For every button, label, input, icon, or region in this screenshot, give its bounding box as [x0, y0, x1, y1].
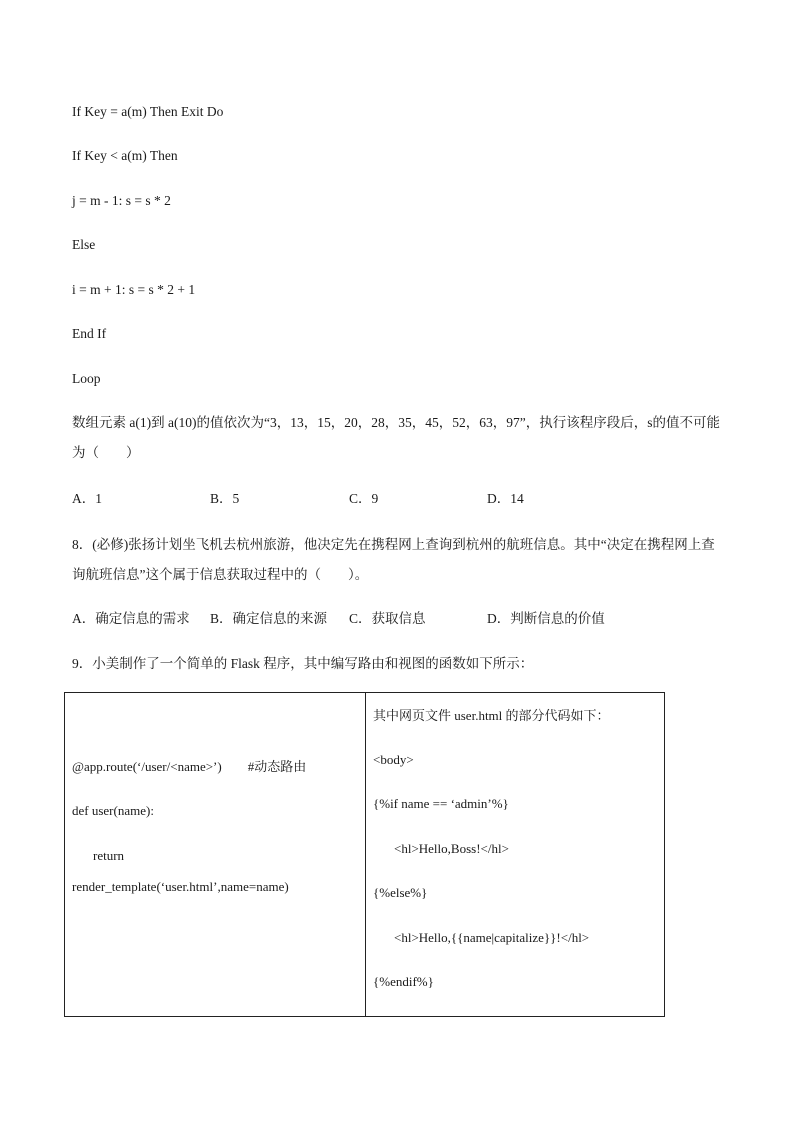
- code-line: {%if name == ‘admin’%}: [373, 796, 509, 811]
- html-template-cell: [366, 693, 665, 1017]
- code-table: [64, 692, 665, 1017]
- code-line: j = m - 1: s = s * 2: [72, 193, 171, 208]
- code-line: render_template(‘user.html’,name=name): [72, 879, 289, 894]
- question-7-option-d: D．14: [487, 491, 524, 506]
- question-8-option-d: D．判断信息的价值: [487, 611, 605, 626]
- code-line: {%else%}: [373, 885, 428, 900]
- code-line: <body>: [373, 752, 414, 767]
- flask-route-cell: [65, 693, 366, 1017]
- question-8-option-b: B．确定信息的来源: [210, 611, 328, 626]
- question-7-option-b: B．5: [210, 491, 240, 506]
- question-7-text: 数组元素 a(1)到 a(10)的值依次为“3，13，15，20，28，35，45，52，63，97”，执行该程序段后，s的值不可能为（ ）: [72, 415, 720, 460]
- code-line: If Key = a(m) Then Exit Do: [72, 104, 224, 119]
- question-7-option-a: A．1: [72, 491, 102, 506]
- code-line: {%endif%}: [373, 974, 434, 989]
- code-line: 其中网页文件 user.html 的部分代码如下：: [373, 708, 610, 723]
- code-line: If Key < a(m) Then: [72, 148, 178, 163]
- code-line: <hl>Hello,{{name|capitalize}}!</hl>: [394, 930, 590, 945]
- code-line: i = m + 1: s = s * 2 + 1: [72, 282, 196, 297]
- question-8-option-a: A．确定信息的需求: [72, 611, 190, 626]
- question-8-option-c: C．获取信息: [349, 611, 426, 626]
- code-line: End If: [72, 326, 107, 341]
- question-8-text: 8．(必修)张扬计划坐飞机去杭州旅游，他决定先在携程网上查询到杭州的航班信息。其中“决定在携程网上查询航班信息”这个属于信息获取过程中的（ ）。: [72, 537, 715, 582]
- code-line: return: [93, 848, 125, 863]
- code-line: <hl>Hello,Boss!</hl>: [394, 841, 509, 856]
- code-line: @app.route(‘/user/<name>’) #动态路由: [72, 759, 307, 774]
- question-7-option-c: C．9: [349, 491, 379, 506]
- code-line: Loop: [72, 371, 101, 386]
- question-9-text: 9．小美制作了一个简单的 Flask 程序，其中编写路由和视图的函数如下所示：: [72, 656, 534, 671]
- code-line: Else: [72, 237, 96, 252]
- code-line: def user(name):: [72, 803, 154, 818]
